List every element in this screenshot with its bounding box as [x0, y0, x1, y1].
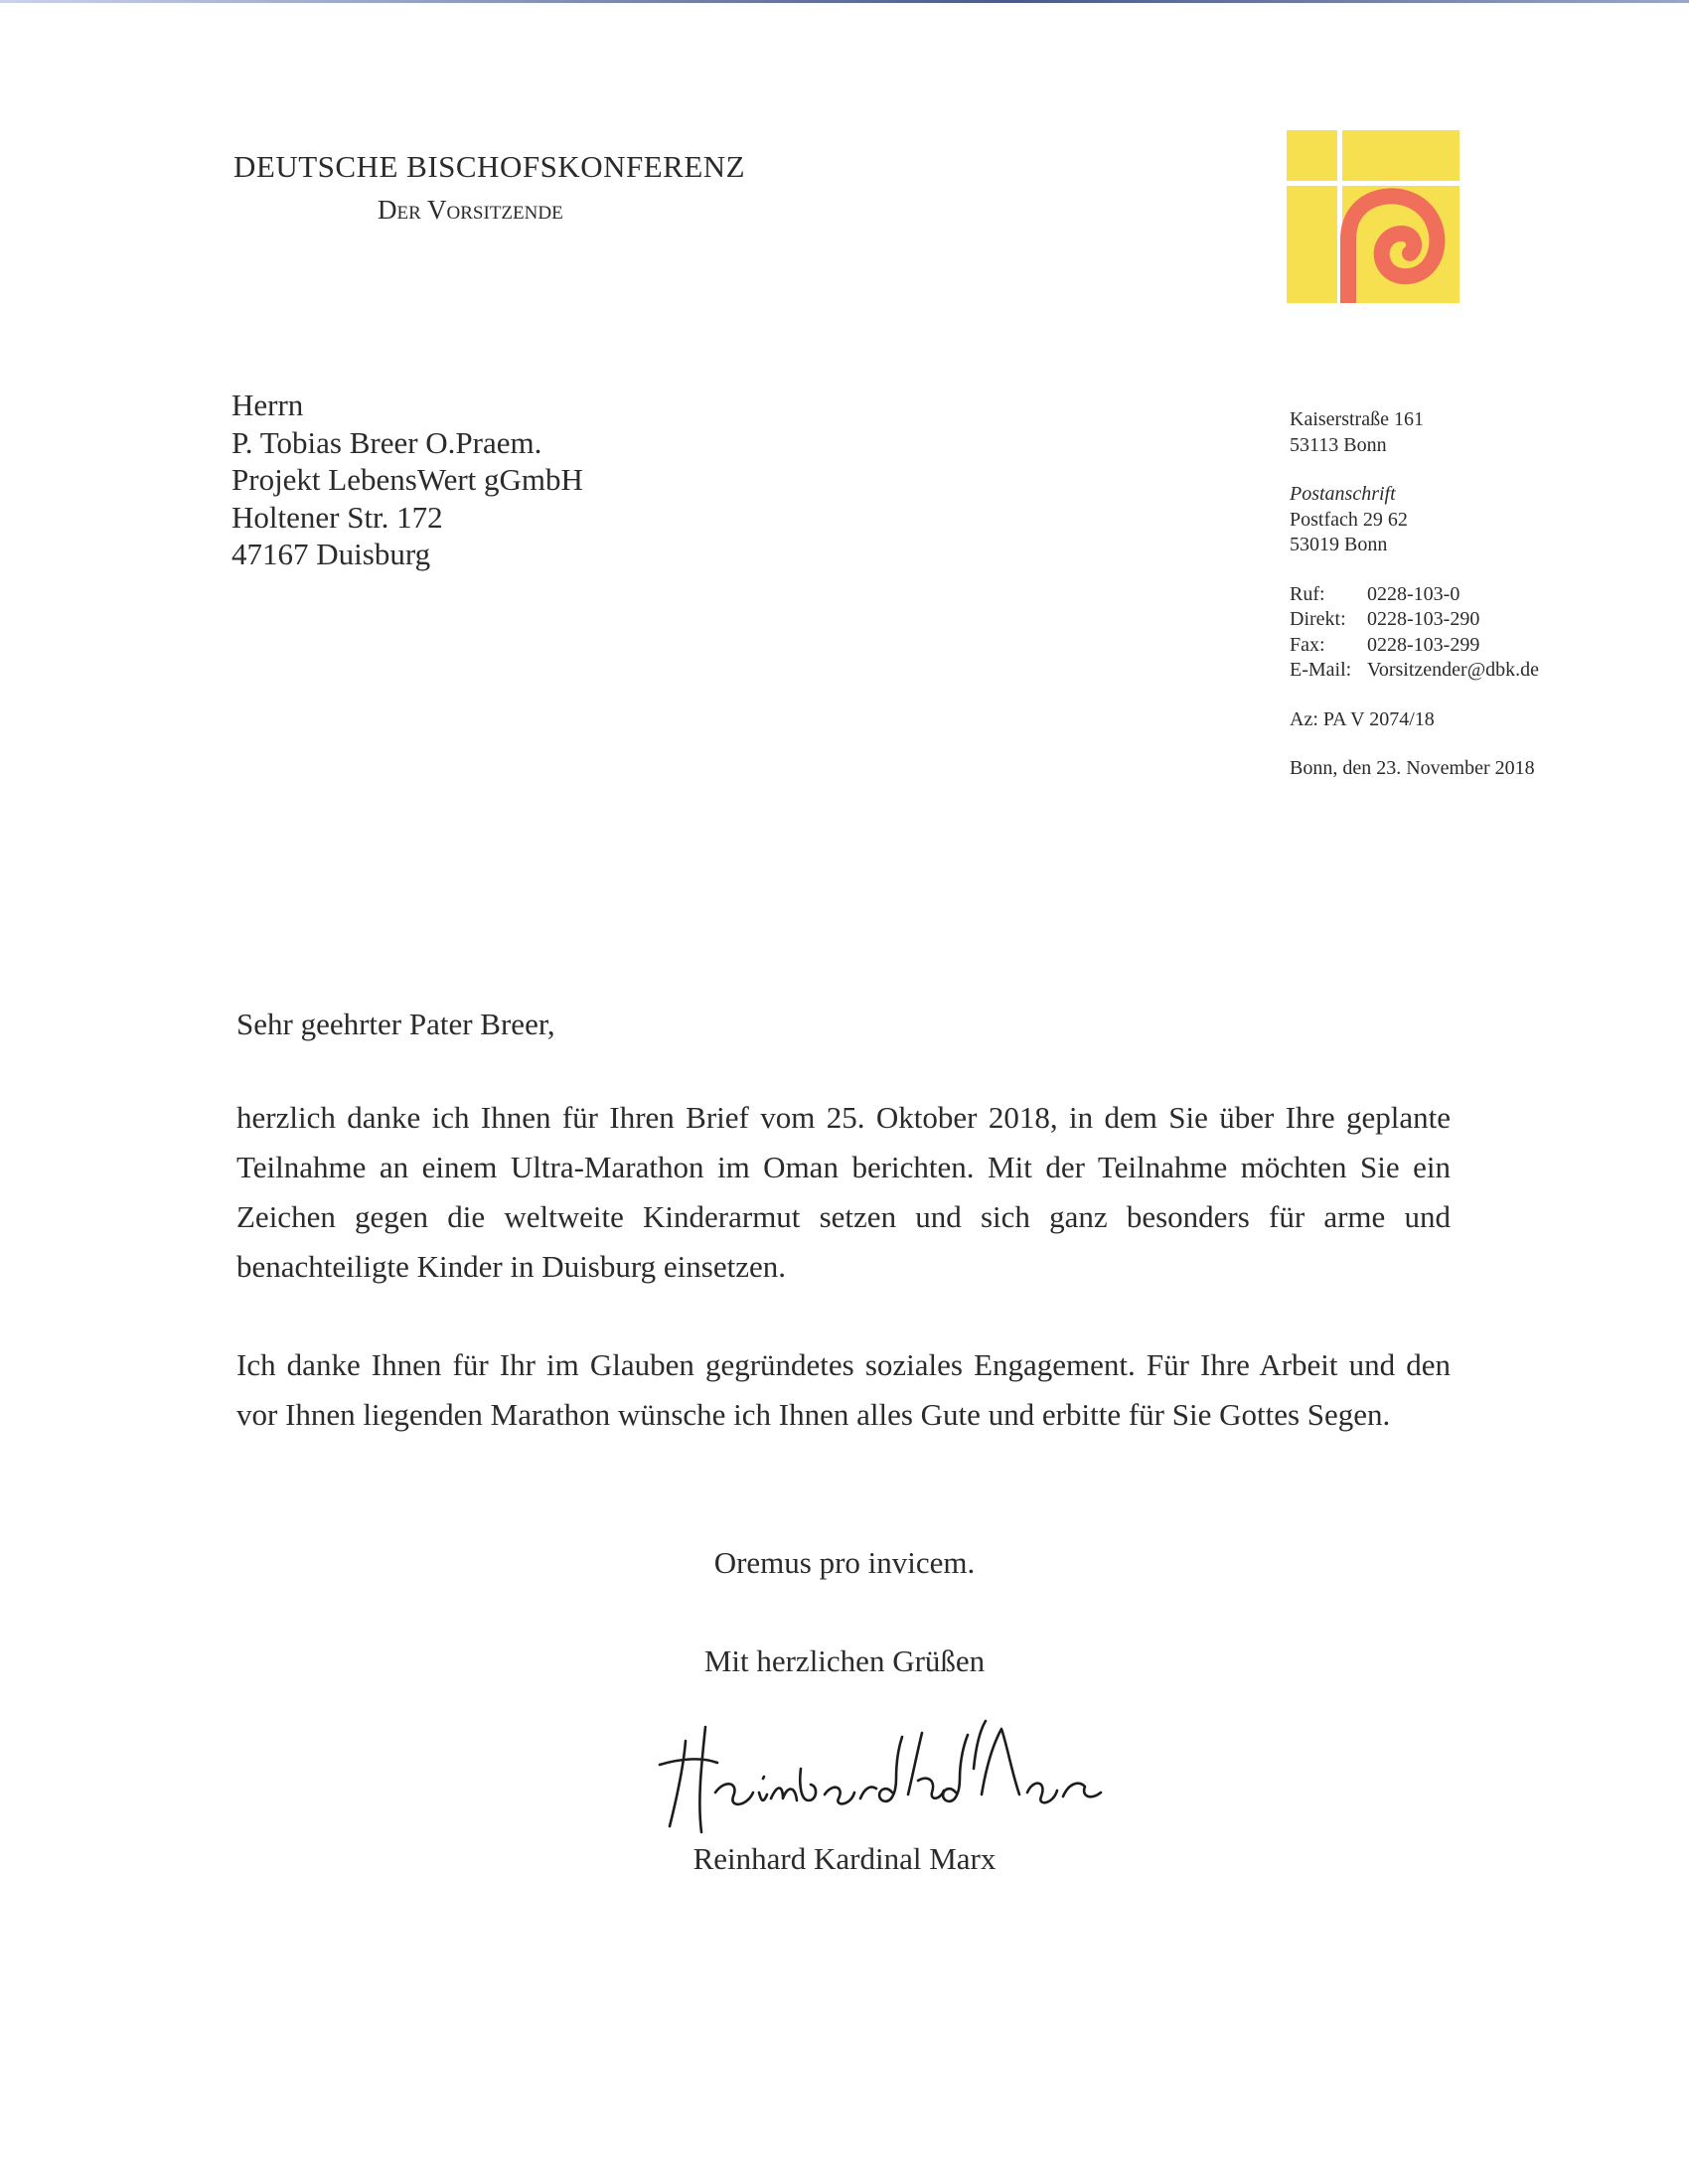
recipient-line: Herrn — [231, 388, 304, 422]
contact-label: Ruf: — [1290, 582, 1325, 605]
scan-edge-line — [0, 0, 1689, 3]
contact-value: 0228-103-0 — [1367, 582, 1460, 605]
sender-street: Kaiserstraße 161 — [1290, 408, 1424, 430]
closing-latin: Oremus pro invicem. — [713, 1545, 976, 1580]
organization-name: DEUTSCHE BISCHOFSKONFERENZ — [233, 149, 746, 184]
contact-label: Direkt: — [1290, 608, 1346, 630]
sender-info — [1290, 407, 1539, 782]
dbk-logo-icon — [1287, 130, 1459, 303]
body-paragraph: herzlich danke ich Ihnen für Ihren Brief vom 25. Oktober 2018, in dem Sie über Ihre geplante Teilnahme an einem Ultra-Marathon im Oman berichten. Mit der Teilnahme möchten Sie ein Zeichen gegen die weltweite Kinderarmut setzen und sich ganz besonders für arme und benachteiligte Kinder in Duisburg einsetzen. — [236, 1100, 1451, 1284]
body-paragraph: Ich danke Ihnen für Ihr im Glauben gegründetes soziales Engagement. Für Ihre Arbeit und den vor Ihnen liegenden Marathon wünsche ich Ihnen alles Gute und erbitte für Sie Gottes Segen. — [236, 1347, 1451, 1432]
recipient-line: 47167 Duisburg — [231, 537, 431, 571]
po-box: Postfach 29 62 — [1290, 508, 1408, 531]
closing-greeting: Mit herzlichen Grüßen — [703, 1643, 986, 1678]
contact-email — [1290, 658, 1539, 684]
postal-label: Postanschrift — [1290, 483, 1396, 505]
contact-fax — [1290, 633, 1539, 659]
letterhead — [233, 149, 746, 225]
contact-value: Vorsitzender@dbk.de — [1367, 659, 1540, 681]
signer-name: Reinhard Kardinal Marx — [692, 1841, 997, 1876]
contact-label: E-Mail: — [1290, 659, 1352, 681]
contact-direct — [1290, 607, 1539, 633]
contact-value: 0228-103-290 — [1367, 608, 1480, 630]
reference-number: Az: PA V 2074/18 — [1290, 707, 1435, 730]
recipient-address — [231, 387, 583, 573]
handwritten-signature — [658, 1709, 1135, 1838]
recipient-line: Projekt LebensWert gGmbH — [231, 462, 583, 497]
sender-city: 53113 Bonn — [1290, 433, 1387, 456]
recipient-line: Holtener Str. 172 — [231, 499, 443, 535]
po-city: 53019 Bonn — [1290, 534, 1388, 555]
recipient-line: P. Tobias Breer O.Praem. — [231, 424, 542, 460]
contact-value: 0228-103-299 — [1367, 633, 1480, 656]
contact-phone — [1290, 582, 1539, 608]
salutation: Sehr geehrter Pater Breer, — [236, 1007, 555, 1041]
contact-label: Fax: — [1290, 633, 1325, 656]
organization-subtitle: Der Vorsitzende — [378, 195, 563, 225]
letter-date: Bonn, den 23. November 2018 — [1290, 757, 1535, 779]
